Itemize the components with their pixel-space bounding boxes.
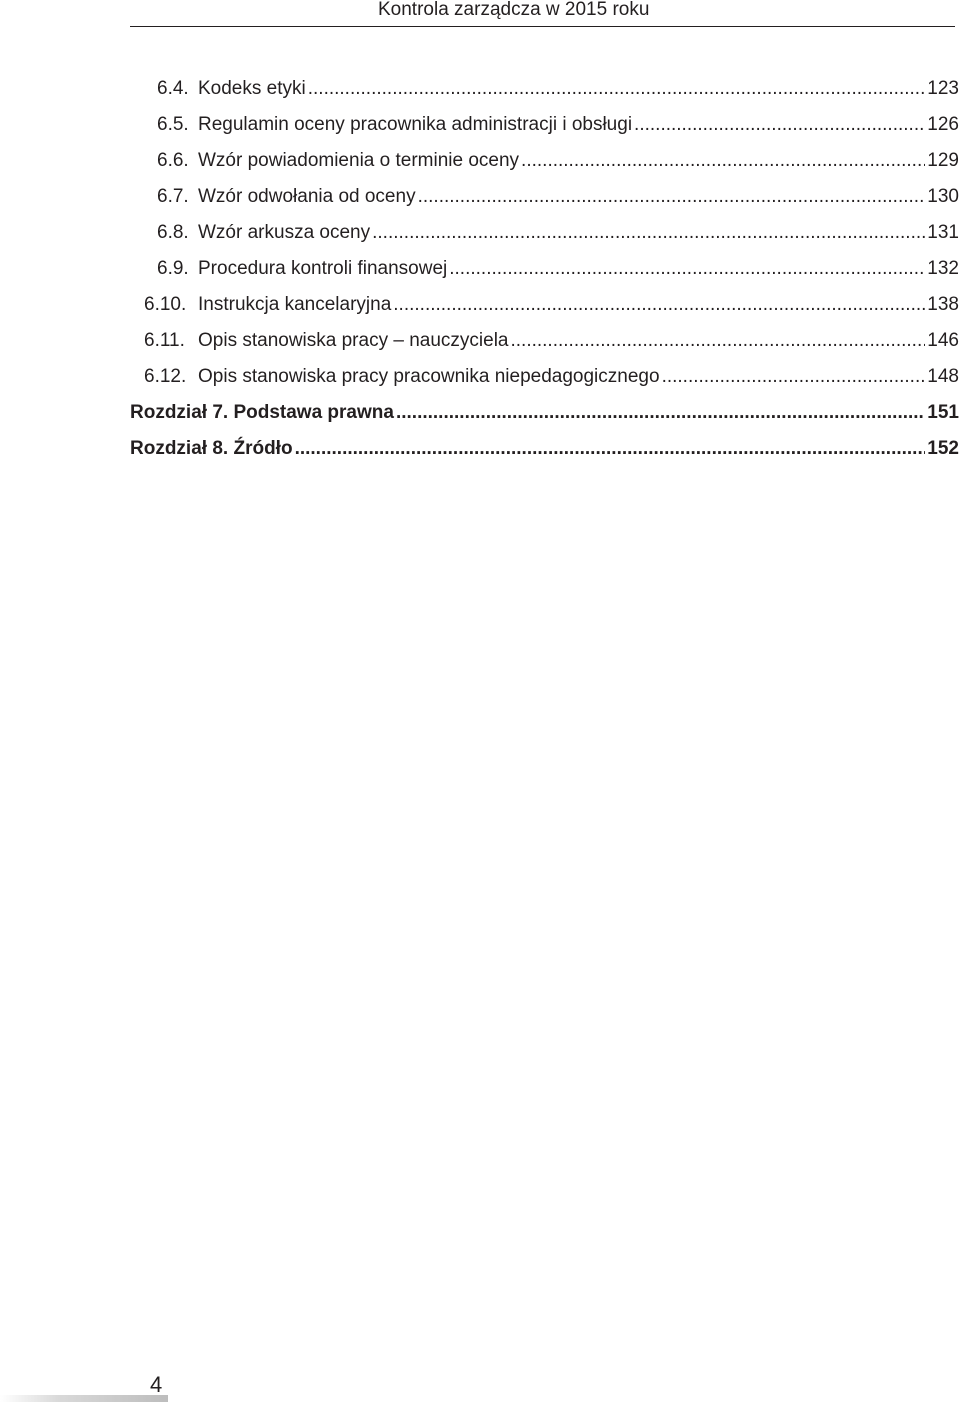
- toc-entry-page: 131: [927, 222, 959, 243]
- toc-entry-title: Regulamin oceny pracownika administracji i obsługi: [198, 114, 633, 135]
- toc-entry[interactable]: [157, 219, 959, 247]
- toc-entry-number: 6.5.: [157, 114, 189, 135]
- toc-leader-dots: [295, 435, 926, 463]
- toc-chapter-page: 151: [927, 402, 959, 423]
- toc-chapter-title: Rozdział 8. Źródło: [130, 438, 293, 459]
- toc-leader-dots: [662, 363, 926, 391]
- toc-entry-number: 6.7.: [157, 186, 189, 207]
- toc-chapter-title: Rozdział 7. Podstawa prawna: [130, 402, 394, 423]
- toc-chapter-entry[interactable]: [130, 399, 959, 427]
- footer-bar: [0, 1395, 168, 1402]
- toc-entry[interactable]: [144, 327, 959, 355]
- toc-entry-title: Procedura kontroli finansowej: [198, 258, 448, 279]
- toc-entry-number: 6.12.: [144, 366, 187, 387]
- toc-entry-page: 132: [927, 258, 959, 279]
- toc-entry-title: Wzór odwołania od oceny: [198, 186, 416, 207]
- toc-entry-page: 148: [927, 366, 959, 387]
- toc-leader-dots: [449, 255, 925, 283]
- toc-leader-dots: [521, 147, 925, 175]
- toc-entry-number: 6.4.: [157, 78, 189, 99]
- toc-entry-title: Kodeks etyki: [198, 78, 306, 99]
- toc-entry-number: 6.9.: [157, 258, 189, 279]
- toc-entry[interactable]: [157, 255, 959, 283]
- toc-entry-page: 146: [927, 330, 959, 351]
- toc-entry-title: Wzór powiadomienia o terminie oceny: [198, 150, 520, 171]
- running-header: [130, 0, 955, 27]
- toc-entry-title: Opis stanowiska pracy pracownika niepedagogicznego: [198, 366, 660, 387]
- running-header-title: Kontrola zarządcza w 2015 roku: [378, 0, 650, 20]
- toc-entry[interactable]: [144, 363, 959, 391]
- toc-entry-page: 138: [927, 294, 959, 315]
- toc-leader-dots: [510, 327, 925, 355]
- toc-entry-page: 123: [927, 78, 959, 99]
- toc-entry-title: Opis stanowiska pracy – nauczyciela: [198, 330, 509, 351]
- toc-entry-title: Instrukcja kancelaryjna: [198, 294, 392, 315]
- toc-leader-dots: [418, 183, 926, 211]
- toc-entry[interactable]: [157, 183, 959, 211]
- toc-entry[interactable]: [157, 75, 959, 103]
- toc-entry-number: 6.11.: [144, 330, 185, 351]
- toc-entry[interactable]: [144, 291, 959, 319]
- toc-entry-page: 129: [927, 150, 959, 171]
- toc-chapter-entry[interactable]: [130, 435, 959, 463]
- toc-entry-page: 130: [927, 186, 959, 207]
- toc-entry[interactable]: [157, 147, 959, 175]
- page-number: 4: [150, 1372, 163, 1397]
- toc-entry-number: 6.10.: [144, 294, 187, 315]
- toc-entry-number: 6.8.: [157, 222, 189, 243]
- toc-leader-dots: [396, 399, 925, 427]
- toc-entry-title: Wzór arkusza oceny: [198, 222, 371, 243]
- toc-entry-page: 126: [927, 114, 959, 135]
- toc-leader-dots: [634, 111, 925, 139]
- toc-chapter-page: 152: [927, 438, 959, 459]
- toc-leader-dots: [393, 291, 925, 319]
- toc-entry-number: 6.6.: [157, 150, 189, 171]
- toc-entry[interactable]: [157, 111, 959, 139]
- toc-leader-dots: [372, 219, 925, 247]
- toc-leader-dots: [308, 75, 926, 103]
